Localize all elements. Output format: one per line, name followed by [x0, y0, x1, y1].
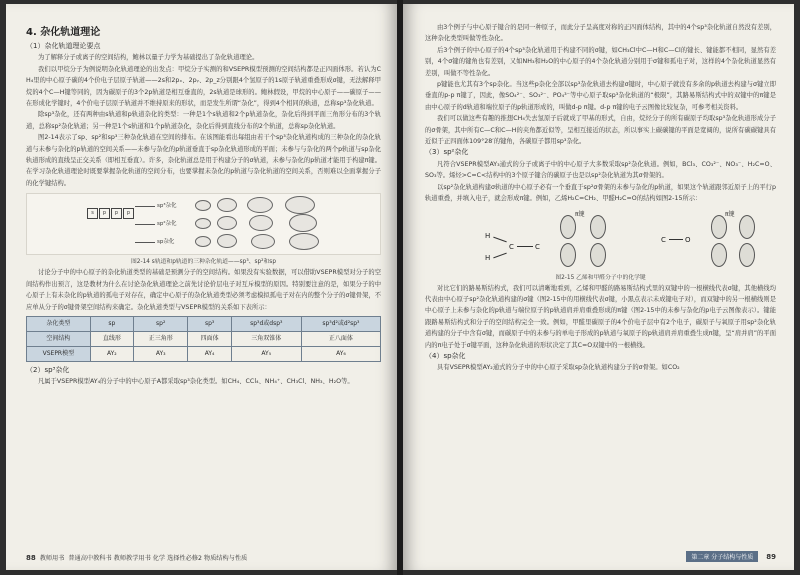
left-footer: [26, 553, 247, 562]
figure-caption: 图2-15 乙烯和甲醛分子中的化学键: [555, 274, 646, 281]
pi-bond-label: π键: [575, 210, 585, 218]
table-cell: sp³d或dsp³: [231, 316, 301, 331]
table-row: [27, 346, 381, 361]
fig-label: sp³杂化: [157, 203, 177, 210]
left-page-content: [26, 26, 381, 388]
right-page-content: [425, 22, 776, 374]
chapter-title: 分子结构与性质: [711, 554, 754, 561]
table-cell: 正三角形: [133, 331, 188, 346]
paragraph: 除sp³杂化，还有两种由s轨道和p轨道杂化的类型：一种是1个s轨道和2个p轨道杂化，杂化后得到平面三角形分布的3个轨道，总称sp²杂化轨道；另一种是1个s轨道和1个p轨道杂化，杂化后得到直线分布的2个轨道，总称sp杂化轨道。: [26, 111, 381, 130]
paragraph: 我们可以做这些有趣的推想CH₄失去氢原子后就成了甲基的形式，自由，烷烃分子的所有碳原子均取sp³杂化轨道形成分子的σ骨架，其中所有C—C和C—H的夹角都近似等，呈相互接近的状态，所以事实上碳碳键的平面是宽阔的，说所有碳碳键具有近似于正四面体109°28′的键角，各碳原子都用sp³杂化。: [425, 115, 776, 146]
chapter-label: 第二章: [691, 554, 710, 561]
subsection-heading: （3）sp²杂化: [425, 148, 469, 157]
table-cell: 三角双锥体: [231, 331, 301, 346]
paragraph: 图2-14表示了sp、sp²和sp³三种杂化轨道在空间的排布。在该图能看出每组由若干个sp³杂化轨道构成的三种杂化的杂化轨道与未参与杂化的p轨道的空间关系——未参与杂化的p轨道垂直于sp杂化轨道形成的平面；未参与与杂化的两个p轨道与sp杂化轨道形成的直线呈正交关系（即相互垂直）。许多，杂化轨道总是用于构建分子的σ轨道，未参与杂化的p轨道才能用于构建π键。在学习杂化轨道理论时既要掌握杂化轨道的空间分布，也要掌握未杂化的p轨道与杂化轨道的空间关系，否则难以全面掌握分子的化学键结构。: [26, 134, 381, 187]
atom-label: H: [485, 253, 491, 262]
subsection-heading: （2）sp³杂化: [26, 365, 70, 374]
hybridization-table: [26, 316, 381, 362]
atom-label: H: [485, 231, 491, 240]
paragraph: p键能也尤其有3个sp杂化。当这些p杂化全部以sp³杂化轨道去构建σ键时，中心原子就没有多余的p轨道去构建与σ键立即垂直的p-p π键了，因此，像SO₄²⁻、SO₃²⁻、PO₄³⁻等中心原子取sp³杂化轨道的“极限”，其路易斯结构式中的双键中的π键是由中心原子的d轨道和端位原子的p轨道形成的，叫做d-p π键。d-p π键的电子云图像比较复杂，可参考相关资料。: [425, 81, 776, 111]
paragraph: 凡属于VSEPR模型AY₄的分子中的中心原子A都采取sp³杂化类型。如CH₄、CCl₄、NH₄⁺、CH₃Cl、NH₃、H₂O等。: [38, 378, 354, 386]
molecule-figure: [425, 209, 776, 271]
paragraph: 为了解释分子或离子的空间结构，鲍林以量子力学为基础提出了杂化轨道理论。: [38, 54, 259, 62]
paragraph: 对比它们的路易斯结构式，我们可以清晰地看到，乙烯和甲醛的路易斯结构式里的双键中的一根横线代表σ键，其他横线均代表由中心原子sp²杂化轨道构建的σ键（图2-15中的用横线代表σ键，小黑点表示未成键电子对），而双键中的另一根横线则是中心原子上未参与杂化的p轨道与端位原子的p轨道肩并肩重叠形成的π键（图2-15中的未参与杂化的p电子云图像表示）。键能跟路易斯结构式和分子的空间结构完全一致。例如，甲醛里碳原子的4个价电子层中有2个电子，碳原子与氧原子用sp²杂化轨道构建的分子中含有σ键，而碳原子中的未参与的单电子形成的p轨道与氧原子的p轨道肩并肩重叠生成π键，呈“肩并肩”的平面内的π电子处于σ键平面，这种杂化轨道的形状决定了其C=O双键中的一根横线。: [425, 284, 776, 349]
paragraph: 我们以甲烷分子为例说明杂化轨道理论的出发点：甲烷分子实测的和VSEPR模型预测的空间结构都是正四面体形。若认为CH₄里的中心原子碳的4个价电子层原子轨道——2s和2pₓ、2pᵧ、2p_z分别跟4个氢原子的1s原子轨道重叠形成σ键，无法解释甲烷的4个C—H键等同的，因为碳原子的3个2p轨道是相互垂直的，2s轨道是球形的。鲍林假设，甲烷的中心原子——碳原子——在形成化学键时，4个价电子层原子轨道并不维持原来的形状，而是发生所谓“杂化”，得到4个相同的轨道，总称sp³杂化轨道。: [26, 65, 381, 108]
page-number: 89: [766, 553, 776, 561]
table-cell: 直线形: [90, 331, 133, 346]
fig-label: sp²杂化: [157, 221, 177, 228]
atom-label: O: [685, 235, 691, 244]
table-cell: sp³: [188, 316, 231, 331]
table-cell: 空间结构: [27, 331, 91, 346]
orbital-boxes: s p p p: [87, 208, 135, 219]
arrow: [135, 242, 155, 243]
table-cell: 四面体: [188, 331, 231, 346]
atom-label: C: [661, 235, 666, 244]
chapter-tag: [686, 551, 758, 562]
section-heading: 4. 杂化轨道理论: [26, 27, 101, 38]
right-page: [403, 4, 794, 570]
table-cell: sp³d²或d²sp³: [301, 316, 380, 331]
table-cell: 正八面体: [301, 331, 380, 346]
page-number: 88: [26, 554, 36, 562]
table-cell: AY₆: [301, 346, 380, 361]
left-page: [6, 4, 397, 570]
table-cell: 杂化类型: [27, 316, 91, 331]
paragraph: 后3个例子的中心原子的4个sp³杂化轨道用于构建不同的σ键，如CH₃Cl中C—H和C—Cl的键长、键能都不相同，显然有差别，4个σ键的键角也有差别，又如NH₃和H₂O的中心原子的4个杂化轨道分别用于σ键和孤电子对，这样的4个杂化轨道显然有差别，叫做不等性杂化。: [425, 46, 776, 77]
arrow: [135, 206, 155, 207]
paragraph: 凡符合VSEPR模型AY₃通式的分子或离子中的中心原子大多数采取sp²杂化轨道。例如，BCl₃、CO₃²⁻、NO₃⁻、H₂C=O、SO₃等。烯烃>C=C<结构中的3个原子键合的碳原子也是以sp²杂化轨道为其σ骨架的。: [425, 160, 776, 180]
atom-label: C: [509, 242, 514, 251]
table-cell: AY₅: [231, 346, 301, 361]
footer-label: 教师用书: [39, 555, 65, 562]
table-row: [27, 331, 381, 346]
atom-label: C: [535, 242, 540, 251]
subsection-heading: （4）sp杂化: [425, 351, 466, 360]
paragraph: 以sp²杂化轨道构建σ轨道的中心原子必有一个垂直于sp²σ骨架的未参与杂化的p轨道，如果这个轨道跟邻近原子上的平行p轨道重叠，并填入电子，就会形成π键。例如，乙烯H₂C=CH₂、甲醛H₂C=O的结构如图2-15所示：: [425, 183, 776, 203]
table-row: [27, 316, 381, 331]
pi-bond-label: π键: [725, 210, 735, 218]
paragraph: 由3个例子与中心原子键合的是同一种原子，而此分子呈高度对称的正四面体结构，其中的4个sp³杂化轨道自然没有差别，这种杂化类型叫做等性杂化。: [425, 24, 776, 43]
figure-caption: 图2-14 s轨道和p轨道的三种杂化轨道——sp³、sp²和sp: [131, 259, 276, 266]
paragraph: 讨论分子中的中心原子的杂化轨道类型的基础是预测分子的空间结构。如果没有实验数据，可以借助VSEPR模型对分子的空间结构作出预言，这是教材为什么在讨论杂化轨道理论之前先讨论价层电子对互斥模型的原因。特别要注意的是，如果分子的中心原子上有未杂化的p轨道的孤电子对存在，确定中心原子的杂化轨道类型必须考虑模拟孤电子对在内的整个分子的σ键骨架，不应单从分子的σ键骨架空间结构来确定。杂化轨道类型与VSEPR模型的关系如下表所示：: [26, 269, 381, 311]
table-cell: sp²: [133, 316, 188, 331]
table-cell: sp: [90, 316, 133, 331]
hybrid-orbital-figure: [26, 193, 381, 255]
fig-label: sp杂化: [157, 239, 175, 246]
table-cell: AY₃: [133, 346, 188, 361]
table-cell: VSEPR模型: [27, 346, 91, 361]
paragraph: 具有VSEPR模型AY₂通式的分子中的中心原子采取sp杂化轨道构建分子的σ骨架。如CO₂: [437, 364, 680, 372]
table-cell: AY₄: [188, 346, 231, 361]
table-cell: AY₂: [90, 346, 133, 361]
subsection-heading: （1）杂化轨道理论要点: [26, 42, 101, 50]
arrow: [135, 224, 155, 225]
right-footer: [686, 551, 776, 562]
footer-text: 普通高中教科书 教师教学用书 化学 选择性必修2 物质结构与性质: [68, 555, 248, 562]
